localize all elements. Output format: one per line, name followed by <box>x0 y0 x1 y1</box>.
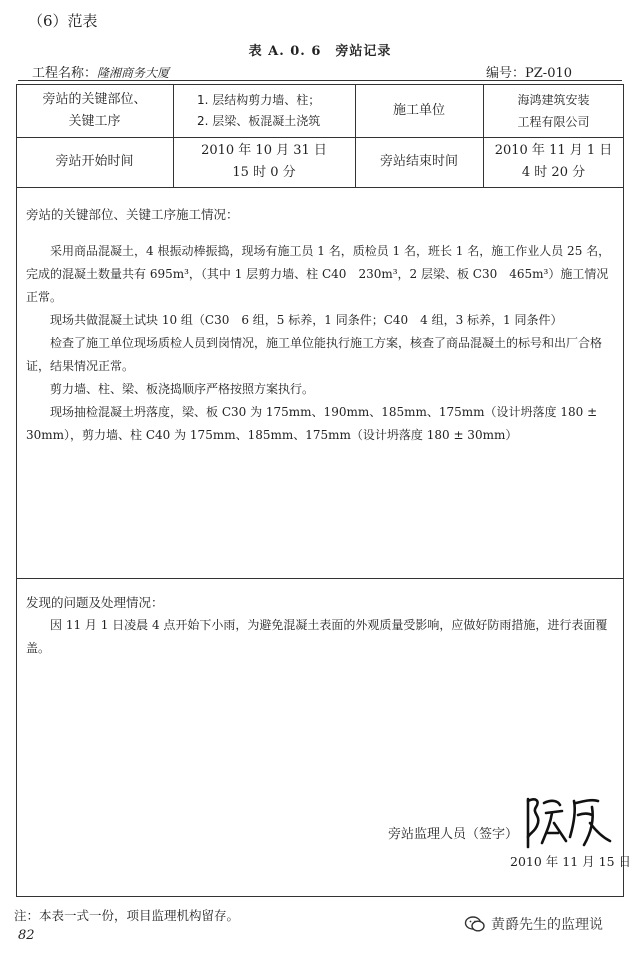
handwritten-signature <box>522 793 614 851</box>
start-time-label: 旁站开始时间 <box>55 154 134 169</box>
situation-paragraph: 现场共做混凝土试块 10 组（C30 6 组，5 标养，1 同条件；C40 4 组，3 标养，1 同条件） <box>50 313 563 327</box>
start-time-value: 2010 年 10 月 31 日 15 时 0 分 <box>201 143 327 180</box>
situation-paragraph: 检查了施工单位现场质检人员到岗情况，施工单位能执行施工方案，核查了商品混凝土的标号和出厂合格证，结果情况正常。 <box>26 336 603 373</box>
project-name-value: 隆湘商务大厦 <box>97 66 170 80</box>
record-code-label: 编号： <box>486 66 526 81</box>
record-code-row <box>486 62 572 81</box>
row-divider <box>16 137 624 138</box>
situation-paragraph: 剪力墙、柱、梁、板浇捣顺序严格按照方案执行。 <box>50 382 315 396</box>
header-underline <box>18 80 622 81</box>
section-label: （6）范表 <box>28 12 98 30</box>
supervisor-signature-label: 旁站监理人员（签字） <box>388 827 519 842</box>
problems-paragraph: 因 11 月 1 日凌晨 4 点开始下小雨，为避免混凝土表面的外观质量受影响，应做好防雨措施，进行表面覆盖。 <box>26 618 608 655</box>
supervisor-signature-date: 2010 年 11 月 15 日 <box>510 854 631 869</box>
wechat-icon <box>464 915 486 933</box>
project-name-label: 工程名称： <box>32 66 98 81</box>
construction-unit-value: 海鸿建筑安装 工程有限公司 <box>517 93 590 129</box>
row-divider <box>16 187 624 188</box>
construction-unit-label: 施工单位 <box>392 103 445 118</box>
problems-heading: 发现的问题及处理情况： <box>26 595 164 610</box>
record-code-value: PZ-010 <box>525 66 573 81</box>
footnote: 注：本表一式一份，项目监理机构留存。 <box>14 908 240 923</box>
end-time-value: 2010 年 11 月 1 日 4 时 20 分 <box>494 143 613 180</box>
watermark-text: 黄爵先生的监理说 <box>491 917 603 933</box>
key-part-label: 旁站的关键部位、 关键工序 <box>42 92 147 129</box>
row-divider <box>16 578 624 579</box>
key-part-value: 1. 层结构剪力墙、柱； 2. 层梁、板混凝土浇筑 <box>197 93 321 128</box>
situation-paragraph: 现场抽检混凝土坍落度，梁、板 C30 为 175mm、190mm、185mm、175mm（设计坍落度 180 ± 30mm），剪力墙、柱 C40 为 175mm、185mm、175mm（设计坍落度 180 ± 30mm） <box>26 405 598 442</box>
table-title: 表 A. 0. 6 旁站记录 <box>248 44 392 59</box>
watermark <box>464 914 603 934</box>
situation-heading: 旁站的关键部位、关键工序施工情况： <box>26 207 239 222</box>
end-time-label: 旁站结束时间 <box>379 154 458 169</box>
situation-section <box>26 203 616 447</box>
project-name-row <box>32 62 169 81</box>
problems-section <box>26 591 616 660</box>
situation-paragraph: 采用商品混凝土，4 根振动棒振捣，现场有施工员 1 名，质检员 1 名，班长 1 名，施工作业人员 25 名，完成的混凝土数量共有 695m³，（其中 1 层剪力墙、柱 C40 230m³，2 层梁、板 C30 465m³）施工情况正常。 <box>26 244 611 304</box>
page-number: 82 <box>18 928 35 943</box>
